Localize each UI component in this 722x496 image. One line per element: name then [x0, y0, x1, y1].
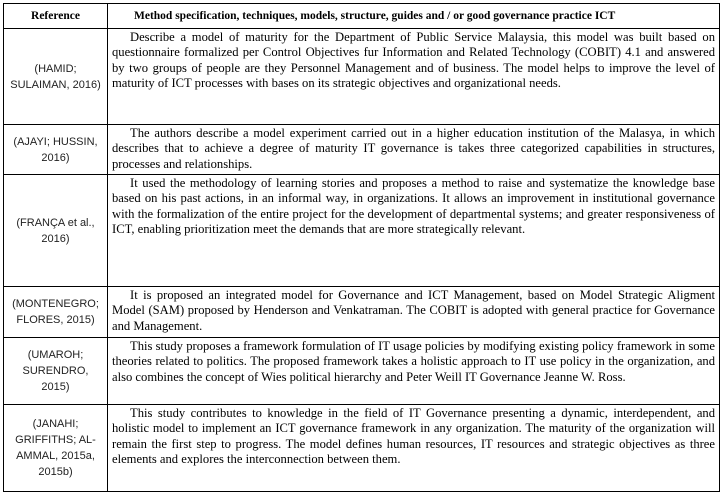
- description-cell: This study proposes a framework formulation of IT usage policies by modifying existing policy framework in some theories related to politics. The proposed framework takes a holistic approach to IT use policy in the organization, and also combines the concept of Wies political hierarchy and Peter Weill IT Governance Jeanne W. Ross.: [108, 338, 720, 405]
- reference-cell: (UMAROH; SURENDRO, 2015): [4, 338, 108, 405]
- reference-cell: (FRANÇA et al., 2016): [4, 175, 108, 287]
- description-cell: It is proposed an integrated model for Governance and ICT Management, based on Model Strategic Aligment Model (SAM) proposed by Henderson and Venkatraman. The COBIT is adopted with general practice for Governance and Management.: [108, 287, 720, 338]
- governance-practice-table: [3, 3, 720, 492]
- table-row: [4, 287, 720, 338]
- table-row: [4, 338, 720, 405]
- header-reference: Reference: [4, 4, 108, 29]
- reference-cell: (JANAHI; GRIFFITHS; AL-AMMAL, 2015a, 2015b): [4, 405, 108, 492]
- table-row: [4, 405, 720, 492]
- reference-cell: (AJAYI; HUSSIN, 2016): [4, 125, 108, 175]
- table-row: [4, 175, 720, 287]
- reference-cell: (MONTENEGRO; FLORES, 2015): [4, 287, 108, 338]
- description-cell: It used the methodology of learning stories and proposes a method to raise and systematize the knowledge base based on his past actions, in an informal way, in organizations. It allows an improvement in institutional governance with the formalization of the entire project for the development of departmental systems; and greater responsiveness of ICT, enabling prioritization meet the demands that are more strategically relevant.: [108, 175, 720, 287]
- description-cell: Describe a model of maturity for the Department of Public Service Malaysia, this model was built based on questionnaire formalized per Control Objectives fur Information and Related Technology (COBIT) 4.1 and answered by two groups of people are they Personnel Management and of business. The model helps to improve the level of maturity of ICT processes with bases on its strategic objectives and organizational needs.: [108, 29, 720, 125]
- table-row: [4, 29, 720, 125]
- description-cell: The authors describe a model experiment carried out in a higher education institution of the Malasya, in which describes that to achieve a degree of maturity IT governance is takes three categorized capabilities in structures, processes and relationships.: [108, 125, 720, 175]
- table-row: [4, 125, 720, 175]
- header-method: Method specification, techniques, models, structure, guides and / or good governance practice ICT: [108, 4, 720, 29]
- table-header-row: [4, 4, 720, 29]
- description-cell: This study contributes to knowledge in the field of IT Governance presenting a dynamic, interdependent, and holistic model to implement an ICT governance framework in any organization. The maturity of the organization will remain the first step to progress. The model defines human resources, IT resources and strategic objectives as three elements and explores the interconnection between them.: [108, 405, 720, 492]
- reference-cell: (HAMID; SULAIMAN, 2016): [4, 29, 108, 125]
